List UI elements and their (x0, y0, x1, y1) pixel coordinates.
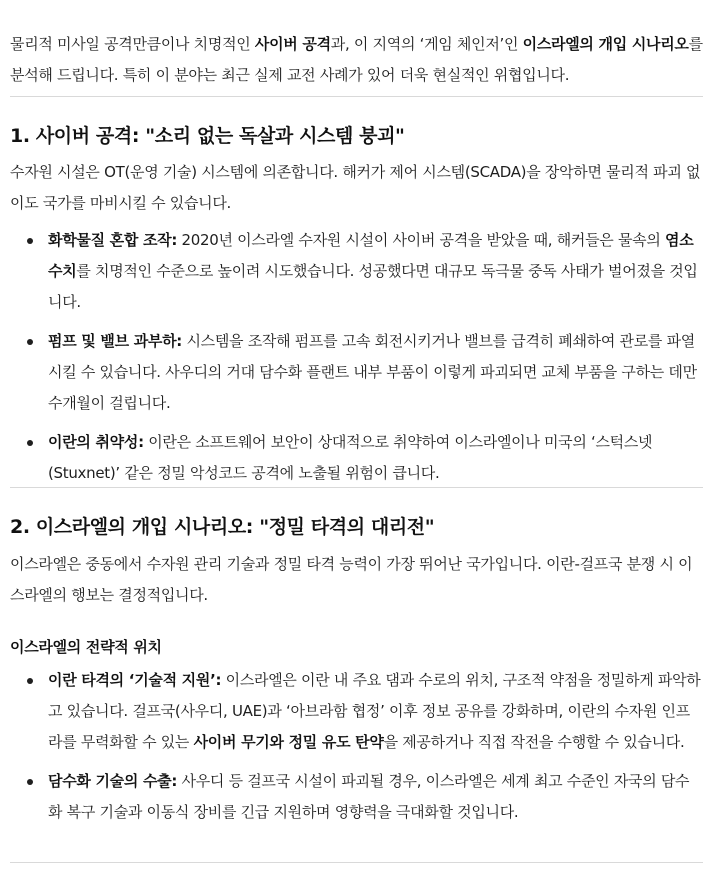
section2-paragraph: 이스라엘은 중동에서 수자원 관리 기술과 정밀 타격 능력이 가장 뛰어난 국가입니다. 이란-걸프국 분쟁 시 이스라엘의 행보는 결정적입니다. (10, 555, 693, 604)
list-item (10, 766, 703, 828)
section2-subheading: 이스라엘의 전략적 위치 (10, 638, 162, 656)
section1-bullet-list (10, 225, 703, 489)
section1-heading: 1. 사이버 공격: "소리 없는 독살과 시스템 붕괴" (10, 125, 405, 147)
intro-bold-cyber: 사이버 공격 (254, 35, 331, 53)
bullet-text: 이스라엘은 이란 내 주요 댐과 수로의 위치, 구조적 약점을 정밀하게 파악하고 있습니다. 걸프국(사우디, UAE)과 ‘아브라함 협정’ 이후 정보 공유를 강화하며, 이란의 수자원 인프라를 무력화할 수 있는 (48, 671, 701, 751)
divider (10, 96, 703, 97)
bullet-icon (27, 339, 33, 345)
intro-text: 물리적 미사일 공격만큼이나 치명적인 (10, 35, 255, 53)
bullet-label: 펌프 및 밸브 과부하: (48, 332, 182, 350)
intro-text: 과, 이 지역의 ‘게임 체인저’인 (330, 35, 523, 53)
bullet-icon (27, 678, 33, 684)
bullet-text: 을 제공하거나 직접 작전을 수행할 수 있습니다. (383, 733, 685, 751)
bullet-label: 화학물질 혼합 조작: (48, 231, 178, 249)
bullet-label: 이란의 취약성: (48, 433, 144, 451)
section2-heading: 2. 이스라엘의 개입 시나리오: "정밀 타격의 대리전" (10, 516, 435, 538)
bullet-text: 이란은 소프트웨어 보안이 상대적으로 취약하여 이스라엘이나 미국의 ‘스턱스넷(Stuxnet)’ 같은 정밀 악성코드 공격에 노출될 위험이 큽니다. (48, 433, 653, 482)
divider (10, 862, 703, 863)
bullet-icon (27, 440, 33, 446)
intro-bold-israel: 이스라엘의 개입 시나리오 (522, 35, 689, 53)
intro-paragraph (10, 29, 703, 91)
bullet-icon (27, 779, 33, 785)
divider (10, 487, 703, 488)
bullet-label: 이란 타격의 ‘기술적 지원’: (48, 671, 222, 689)
bullet-bold: 사이버 무기와 정밀 유도 탄약 (193, 733, 384, 751)
list-item (10, 225, 703, 318)
list-item (10, 665, 703, 758)
section2-bullet-list (10, 665, 703, 828)
bullet-icon (27, 238, 33, 244)
bullet-text: 를 치명적인 수준으로 높이려 시도했습니다. 성공했다면 대규모 독극물 중독 사태가 벌어졌을 것입니다. (48, 262, 698, 311)
bullet-text: 2020년 이스라엘 수자원 시설이 사이버 공격을 받았을 때, 해커들은 물속의 (177, 231, 665, 249)
list-item (10, 326, 703, 419)
list-item (10, 427, 703, 489)
bullet-bold: 염소 수치 (48, 231, 694, 280)
bullet-text: 사우디 등 걸프국 시설이 파괴될 경우, 이스라엘은 세계 최고 수준인 자국의 담수화 복구 기술과 이동식 장비를 긴급 지원하며 영향력을 극대화할 것입니다. (48, 772, 690, 821)
bullet-text: 시스템을 조작해 펌프를 고속 회전시키거나 밸브를 급격히 폐쇄하여 관로를 파열시킬 수 있습니다. 사우디의 거대 담수화 플랜트 내부 부품이 이렇게 파괴되면 교체 부품을 구하는 데만 수개월이 걸립니다. (48, 332, 697, 412)
section1-paragraph: 수자원 시설은 OT(운영 기술) 시스템에 의존합니다. 해커가 제어 시스템(SCADA)을 장악하면 물리적 파괴 없이도 국가를 마비시킬 수 있습니다. (10, 163, 701, 212)
bullet-label: 담수화 기술의 수출: (48, 772, 178, 790)
intro-text: 를 분석해 드립니다. 특히 이 분야는 최근 실제 교전 사례가 있어 더욱 현실적인 위협입니다. (10, 35, 703, 84)
